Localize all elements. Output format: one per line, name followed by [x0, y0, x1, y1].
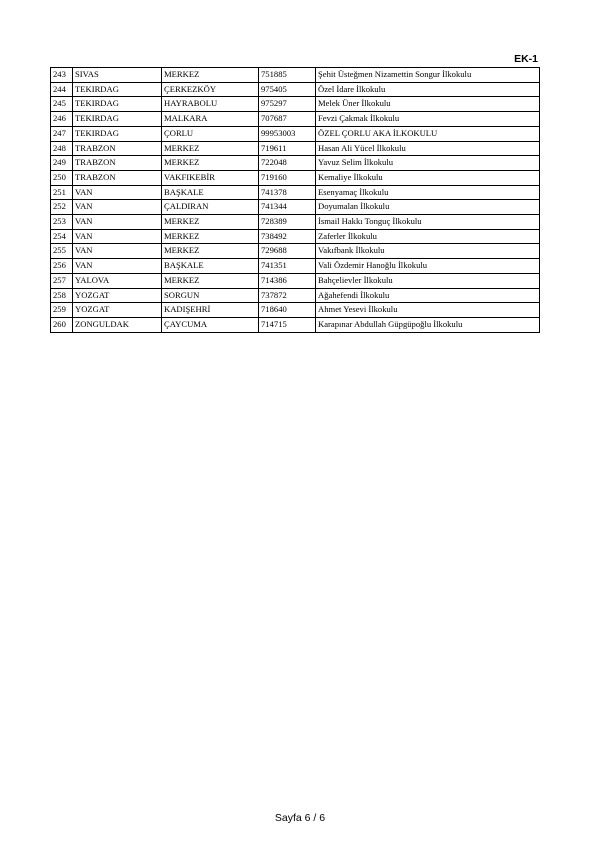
district-cell: SORGUN [162, 288, 259, 303]
district-cell: KADIŞEHRİ [162, 303, 259, 318]
school-code-cell: 719160 [259, 170, 316, 185]
school-code-cell: 722048 [259, 156, 316, 171]
district-cell: MERKEZ [162, 244, 259, 259]
district-cell: ÇAYCUMA [162, 317, 259, 332]
table-row [51, 317, 540, 332]
school-code-cell: 975405 [259, 82, 316, 97]
district-cell: MALKARA [162, 112, 259, 127]
district-cell: MERKEZ [162, 273, 259, 288]
row-number-cell: 255 [51, 244, 73, 259]
row-number-cell: 260 [51, 317, 73, 332]
province-cell: TRABZON [73, 141, 162, 156]
school-code-cell: 729688 [259, 244, 316, 259]
district-cell: ÇERKEZKÖY [162, 82, 259, 97]
district-cell: BAŞKALE [162, 185, 259, 200]
row-number-cell: 252 [51, 200, 73, 215]
school-name-cell: Hasan Ali Yücel İlkokulu [316, 141, 540, 156]
province-cell: VAN [73, 244, 162, 259]
table-row [51, 112, 540, 127]
province-cell: TEKIRDAG [73, 112, 162, 127]
province-cell: SIVAS [73, 68, 162, 83]
row-number-cell: 253 [51, 215, 73, 230]
district-cell: MERKEZ [162, 68, 259, 83]
province-cell: VAN [73, 185, 162, 200]
table-row [51, 97, 540, 112]
page-number: Sayfa 6 / 6 [274, 812, 326, 824]
table-row [51, 288, 540, 303]
school-name-cell: ÖZEL ÇORLU AKA İLKOKULU [316, 126, 540, 141]
school-code-cell: 719611 [259, 141, 316, 156]
province-cell: VAN [73, 259, 162, 274]
school-name-cell: Doyumalan İlkokulu [316, 200, 540, 215]
row-number-cell: 251 [51, 185, 73, 200]
table-row [51, 244, 540, 259]
province-cell: VAN [73, 215, 162, 230]
table-row [51, 303, 540, 318]
province-cell: TRABZON [73, 170, 162, 185]
district-cell: VAKFIKEBİR [162, 170, 259, 185]
table-row [51, 185, 540, 200]
province-cell: TEKIRDAG [73, 126, 162, 141]
district-cell: HAYRABOLU [162, 97, 259, 112]
school-code-cell: 751885 [259, 68, 316, 83]
school-code-cell: 714715 [259, 317, 316, 332]
row-number-cell: 247 [51, 126, 73, 141]
province-cell: TRABZON [73, 156, 162, 171]
table-row [51, 126, 540, 141]
table-row [51, 200, 540, 215]
district-cell: ÇORLU [162, 126, 259, 141]
province-cell: VAN [73, 229, 162, 244]
row-number-cell: 256 [51, 259, 73, 274]
school-name-cell: Yavuz Selim İlkokulu [316, 156, 540, 171]
school-name-cell: Vali Özdemir Hanoğlu İlkokulu [316, 259, 540, 274]
school-code-cell: 975297 [259, 97, 316, 112]
district-cell: ÇALDIRAN [162, 200, 259, 215]
school-name-cell: Fevzi Çakmak İlkokulu [316, 112, 540, 127]
school-name-cell: Bahçelievler İlkokulu [316, 273, 540, 288]
school-code-cell: 728389 [259, 215, 316, 230]
district-cell: MERKEZ [162, 215, 259, 230]
table-row [51, 215, 540, 230]
table-row [51, 170, 540, 185]
school-name-cell: Şehit Üsteğmen Nizamettin Songur İlkokulu [316, 68, 540, 83]
row-number-cell: 244 [51, 82, 73, 97]
school-name-cell: İsmail Hakkı Tonguç İlkokulu [316, 215, 540, 230]
row-number-cell: 248 [51, 141, 73, 156]
school-code-cell: 737872 [259, 288, 316, 303]
school-name-cell: Ahmet Yesevi İlkokulu [316, 303, 540, 318]
table-row [51, 156, 540, 171]
document-label: EK-1 [514, 53, 538, 65]
school-name-cell: Karapınar Abdullah Güpgüpoğlu İlkokulu [316, 317, 540, 332]
row-number-cell: 243 [51, 68, 73, 83]
school-name-cell: Melek Üner İlkokulu [316, 97, 540, 112]
district-cell: MERKEZ [162, 229, 259, 244]
district-cell: MERKEZ [162, 156, 259, 171]
school-code-cell: 738492 [259, 229, 316, 244]
table-row [51, 141, 540, 156]
province-cell: YALOVA [73, 273, 162, 288]
school-name-cell: Özel İdare İlkokulu [316, 82, 540, 97]
table-row [51, 259, 540, 274]
school-code-cell: 741344 [259, 200, 316, 215]
school-code-cell: 718640 [259, 303, 316, 318]
row-number-cell: 257 [51, 273, 73, 288]
table-body [51, 68, 540, 333]
district-cell: BAŞKALE [162, 259, 259, 274]
row-number-cell: 259 [51, 303, 73, 318]
table-row [51, 273, 540, 288]
row-number-cell: 250 [51, 170, 73, 185]
school-code-cell: 741351 [259, 259, 316, 274]
school-name-cell: Vakıfbank İlkokulu [316, 244, 540, 259]
school-list-table [50, 67, 540, 333]
table-row [51, 68, 540, 83]
province-cell: VAN [73, 200, 162, 215]
school-name-cell: Kemaliye İlkokulu [316, 170, 540, 185]
district-cell: MERKEZ [162, 141, 259, 156]
school-code-cell: 99953003 [259, 126, 316, 141]
school-name-cell: Zaferler İlkokulu [316, 229, 540, 244]
province-cell: TEKIRDAG [73, 97, 162, 112]
province-cell: ZONGULDAK [73, 317, 162, 332]
table-row [51, 229, 540, 244]
province-cell: YOZGAT [73, 288, 162, 303]
school-name-cell: Ağahefendi İlkokulu [316, 288, 540, 303]
school-code-cell: 714386 [259, 273, 316, 288]
row-number-cell: 246 [51, 112, 73, 127]
school-name-cell: Esenyamaç İlkokulu [316, 185, 540, 200]
row-number-cell: 258 [51, 288, 73, 303]
row-number-cell: 254 [51, 229, 73, 244]
row-number-cell: 245 [51, 97, 73, 112]
province-cell: TEKIRDAG [73, 82, 162, 97]
table-row [51, 82, 540, 97]
school-code-cell: 741378 [259, 185, 316, 200]
school-code-cell: 707687 [259, 112, 316, 127]
province-cell: YOZGAT [73, 303, 162, 318]
row-number-cell: 249 [51, 156, 73, 171]
